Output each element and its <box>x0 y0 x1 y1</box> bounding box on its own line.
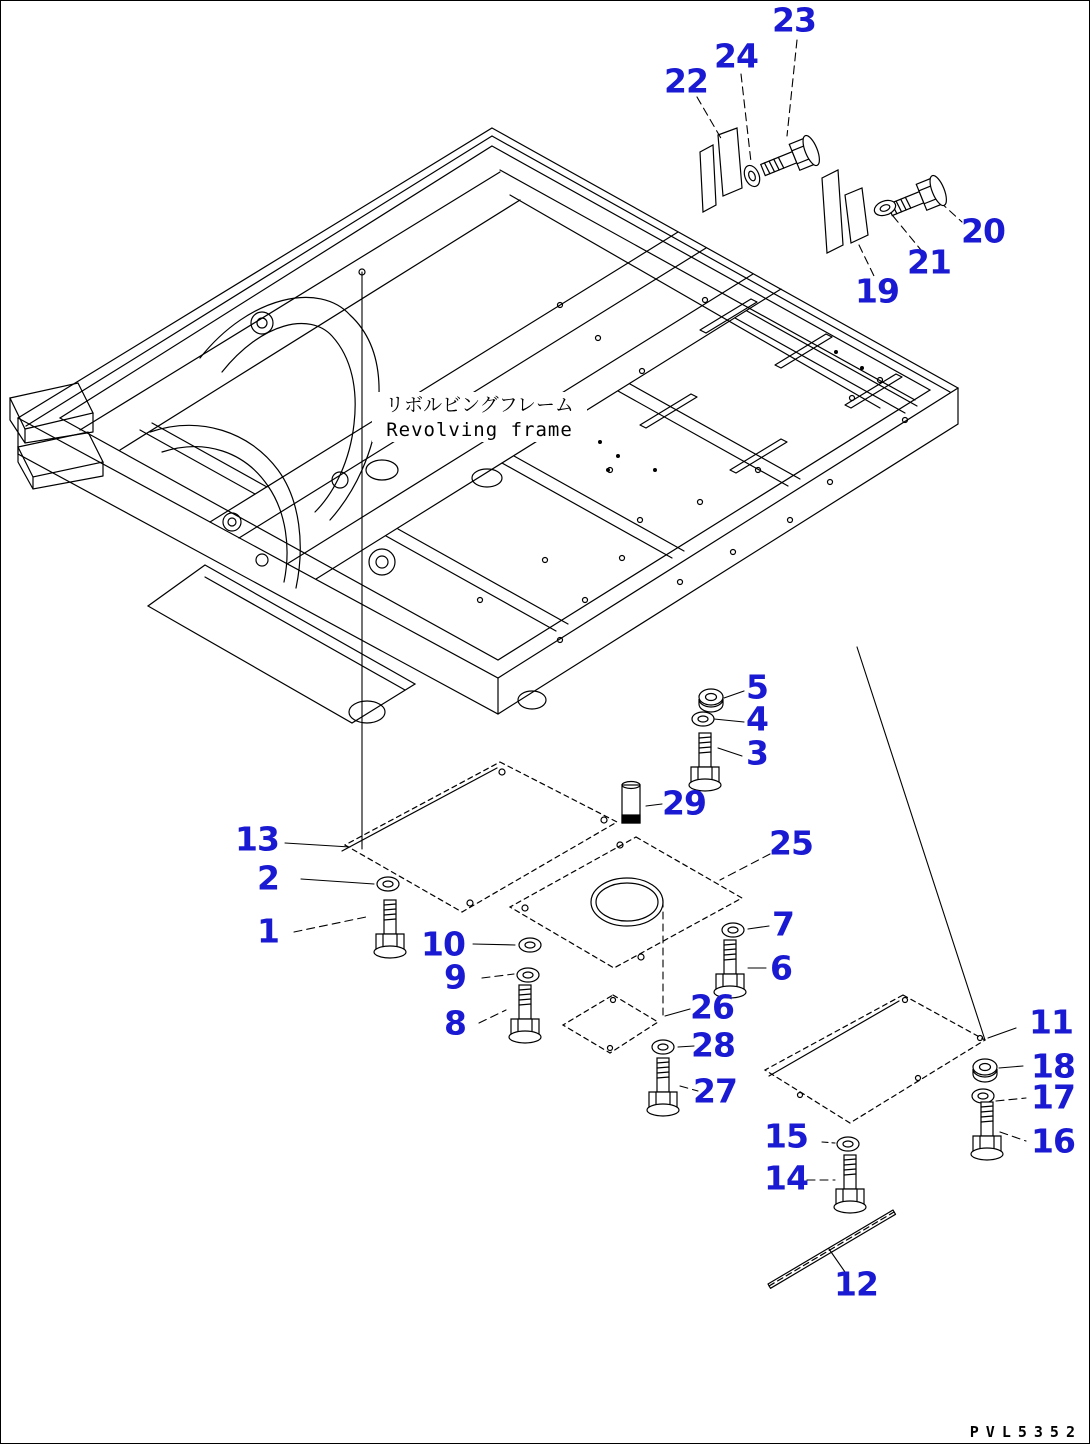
callout-25: 25 <box>769 823 813 863</box>
callout-1: 1 <box>257 911 279 951</box>
washer-9-icon <box>517 968 539 982</box>
callout-7: 7 <box>772 904 794 944</box>
shim-plate-19 <box>845 188 868 243</box>
washer-10-icon <box>519 938 541 952</box>
callout-15: 15 <box>764 1116 808 1156</box>
figure-caption <box>372 392 587 442</box>
leader-lines <box>285 36 1026 1272</box>
washer-28-icon <box>652 1040 674 1054</box>
callout-18: 18 <box>1031 1046 1075 1086</box>
cover-plate-25 <box>510 837 742 968</box>
callout-14: 14 <box>764 1158 808 1198</box>
callout-28: 28 <box>691 1025 735 1065</box>
callout-6: 6 <box>770 948 792 988</box>
washer-15-icon <box>837 1137 859 1151</box>
callout-22: 22 <box>664 61 708 101</box>
callout-20: 20 <box>961 211 1005 251</box>
callout-27: 27 <box>693 1071 737 1111</box>
cover-plate-26 <box>563 995 658 1053</box>
callout-10: 10 <box>421 924 465 964</box>
bolt-3-icon <box>689 733 721 791</box>
washer-17-icon <box>972 1089 994 1103</box>
callout-5: 5 <box>746 667 768 707</box>
bolt-8-icon <box>509 985 541 1043</box>
bolt-14-icon <box>834 1155 866 1213</box>
shim-plate-22 <box>718 128 742 196</box>
stud-29-icon <box>622 782 640 824</box>
callout-16: 16 <box>1031 1121 1075 1161</box>
callout-21: 21 <box>907 242 951 282</box>
caption-japanese: リボルビングフレーム <box>385 394 574 416</box>
callout-4: 4 <box>746 699 768 739</box>
callout-8: 8 <box>444 1003 466 1043</box>
callout-23: 23 <box>772 0 816 40</box>
callout-2: 2 <box>257 858 279 898</box>
washer-24-icon <box>741 163 762 189</box>
callout-11: 11 <box>1029 1002 1073 1042</box>
callout-13: 13 <box>235 819 279 859</box>
callout-19: 19 <box>855 271 899 311</box>
bolt-1-icon <box>374 900 406 958</box>
hardware-parts <box>374 133 1003 1213</box>
callout-24: 24 <box>714 36 758 76</box>
bolt-16-icon <box>971 1102 1003 1160</box>
callout-26: 26 <box>690 987 734 1027</box>
callout-17: 17 <box>1031 1077 1075 1117</box>
callout-29: 29 <box>662 783 706 823</box>
washer-2-icon <box>377 877 399 891</box>
washer-7-icon <box>722 923 744 937</box>
caption-english: Revolving frame <box>386 419 573 441</box>
drawing-number: PVL5352 <box>969 1423 1082 1441</box>
nut-18-icon <box>973 1059 997 1082</box>
callout-12: 12 <box>834 1264 878 1304</box>
bolt-23-icon <box>757 133 823 184</box>
washer-4-icon <box>692 712 714 726</box>
callout-3: 3 <box>746 733 768 773</box>
bolt-27-icon <box>647 1058 679 1116</box>
nut-5-icon <box>699 689 723 712</box>
callout-9: 9 <box>444 957 466 997</box>
